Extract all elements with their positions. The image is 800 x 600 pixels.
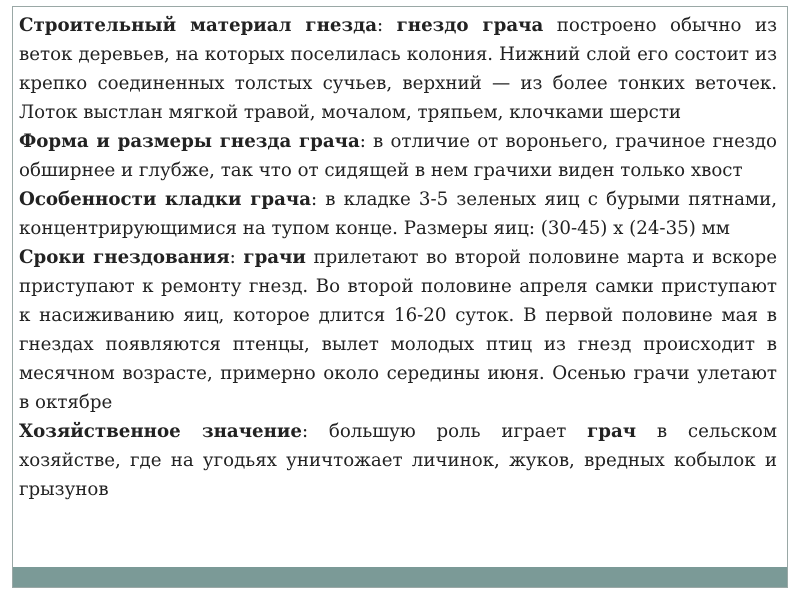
slide-content	[19, 11, 777, 504]
section-term: Особенности кладки грача	[19, 189, 311, 210]
bottom-decor-bar	[13, 567, 787, 587]
section-separator: :	[359, 131, 374, 152]
section-text: прилетают во второй половине марта и вскоре приступают к ремонту гнезд. Во второй половине апреля самки приступают к насиживанию яиц, которое длится 16-20 суток. В первой половине мая в гнездах появляются птенцы, вылет молодых птиц из гнезд происходит в месячном возрасте, примерно около середины июня. Осенью грачи улетают в октябре	[19, 247, 777, 413]
section-lead-term: гнездо грача	[396, 15, 544, 36]
section-text: в отличие от вороньего, грачиное гнездо обширнее и глубже, так что от сидящей в нем грачихи виден только хвост	[19, 131, 778, 181]
section-separator: :	[376, 15, 397, 36]
section-text-continued: в сельском хозяйстве, где на угодьях уничтожает личинок, жуков, вредных кобылок и грызунов	[19, 421, 777, 500]
section-text: построено обычно из веток деревьев, на которых поселилась колония. Нижний слой его состоит из крепко соединенных толстых сучьев, верхний — из более тонких веточек. Лоток выстлан мягкой травой, мочалом, тряпьем, клочками шерсти	[19, 15, 777, 123]
section-lead-term: грачи	[243, 247, 306, 268]
section-separator: :	[310, 189, 326, 210]
slide-frame	[12, 6, 788, 588]
section-text: большую роль играет	[328, 421, 588, 442]
section-term: Строительный материал гнезда	[19, 15, 377, 36]
section-separator: :	[229, 247, 244, 268]
section-text: в кладке 3-5 зеленых яиц с бурыми пятнами, концентрирующимися на тупом конце. Размеры яиц: (30-45) x (24-35) мм	[19, 189, 777, 239]
section-lead-term: грач	[587, 421, 637, 442]
section-term: Хозяйственное значение	[19, 421, 302, 442]
section-nesting-period	[19, 243, 777, 417]
section-term: Сроки гнездования	[19, 247, 230, 268]
section-nest-shape	[19, 127, 777, 185]
section-separator: :	[301, 421, 329, 442]
section-term: Форма и размеры гнезда грача	[19, 131, 360, 152]
section-economic-value	[19, 417, 777, 504]
section-nest-material	[19, 11, 777, 127]
section-clutch	[19, 185, 777, 243]
